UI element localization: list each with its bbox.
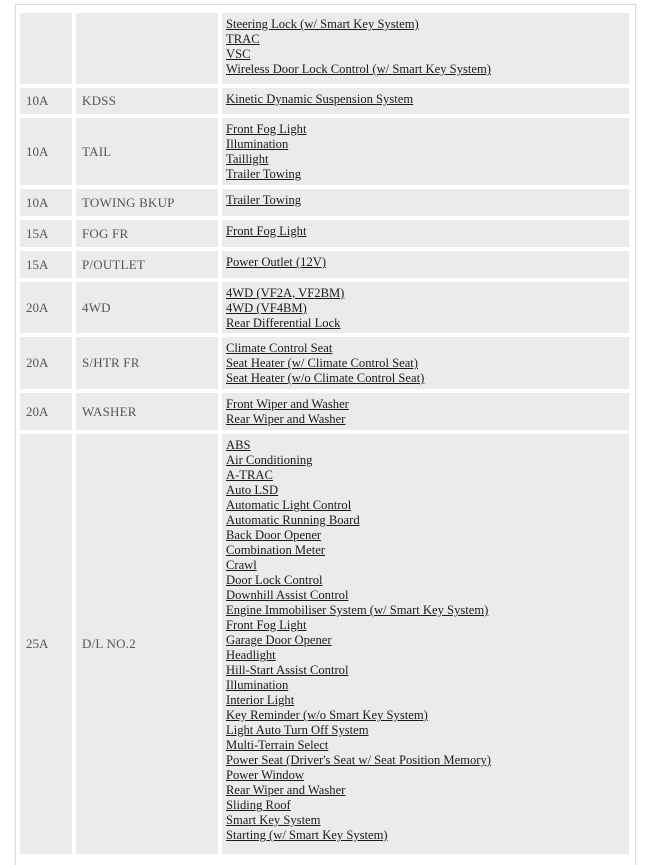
circuit-link[interactable]: Key Reminder (w/o Smart Key System) (226, 708, 428, 722)
fuse-row (20, 189, 629, 216)
circuit-link[interactable]: Headlight (226, 648, 276, 662)
fuse-amp (20, 13, 72, 84)
circuit-link[interactable]: 4WD (VF4BM) (226, 301, 307, 315)
circuit-link[interactable]: Back Door Opener (226, 528, 322, 542)
fuse-amp-cell (20, 189, 72, 216)
fuse-name: 4WD (82, 299, 111, 315)
fuse-row (20, 337, 629, 389)
circuit-list (222, 220, 629, 247)
fuse-name-cell (76, 118, 218, 185)
fuse-amp: 15A (26, 256, 49, 272)
circuit-link[interactable]: Door Lock Control (226, 573, 323, 587)
circuit-list (222, 13, 629, 84)
fuse-row (20, 118, 629, 185)
circuit-list (222, 251, 629, 278)
circuit-link[interactable]: Rear Wiper and Washer (226, 783, 346, 797)
circuit-link[interactable]: Combination Meter (226, 543, 325, 557)
circuit-link[interactable]: Sliding Roof (226, 798, 291, 812)
circuit-link[interactable]: 4WD (VF2A, VF2BM) (226, 286, 345, 300)
circuit-link[interactable]: Air Conditioning (226, 453, 313, 467)
fuse-amp-cell (20, 393, 72, 430)
circuit-link[interactable]: Wireless Door Lock Control (w/ Smart Key System) (226, 62, 491, 76)
fuse-table-panel (15, 4, 636, 865)
circuit-link[interactable]: Hill-Start Assist Control (226, 663, 349, 677)
circuit-link[interactable]: Power Seat (Driver's Seat w/ Seat Position Memory) (226, 753, 491, 767)
circuit-link[interactable]: Illumination (226, 678, 289, 692)
fuse-row (20, 251, 629, 278)
fuse-name: TAIL (82, 143, 112, 159)
fuse-name-cell (76, 393, 218, 430)
circuit-link[interactable]: Starting (w/ Smart Key System) (226, 828, 388, 842)
fuse-name-cell (76, 189, 218, 216)
fuse-name: FOG FR (82, 225, 129, 241)
fuse-row (20, 220, 629, 247)
fuse-name-cell (76, 251, 218, 278)
fuse-name: WASHER (82, 403, 137, 419)
fuse-amp: 20A (26, 299, 49, 315)
fuse-row (20, 88, 629, 114)
circuit-link[interactable]: Crawl (226, 558, 257, 572)
circuit-link[interactable]: TRAC (226, 32, 260, 46)
fuse-amp: 20A (26, 355, 49, 370)
fuse-row (20, 434, 629, 854)
fuse-row (20, 393, 629, 430)
fuse-row (20, 282, 629, 333)
circuit-link[interactable]: Front Wiper and Washer (226, 397, 349, 411)
fuse-name-cell (76, 220, 218, 247)
fuse-amp: 10A (26, 93, 49, 108)
circuit-link[interactable]: VSC (226, 47, 251, 61)
circuit-link[interactable]: Power Outlet (12V) (226, 255, 327, 269)
circuit-list (222, 282, 629, 333)
circuit-link[interactable]: Seat Heater (w/o Climate Control Seat) (226, 371, 425, 385)
fuse-amp: 25A (26, 636, 49, 651)
fuse-row (20, 13, 629, 84)
circuit-link[interactable]: Front Fog Light (226, 224, 307, 238)
circuit-link[interactable]: Front Fog Light (226, 618, 307, 632)
fuse-amp: 10A (26, 194, 49, 210)
circuit-list (222, 337, 629, 389)
fuse-table (20, 13, 629, 858)
circuit-link[interactable]: Power Window (226, 768, 304, 782)
fuse-amp-cell (20, 220, 72, 247)
circuit-list (222, 88, 629, 114)
fuse-name: S/HTR FR (82, 355, 140, 370)
circuit-link[interactable]: Garage Door Opener (226, 633, 332, 647)
fuse-name: P/OUTLET (82, 256, 145, 272)
circuit-link[interactable]: Seat Heater (w/ Climate Control Seat) (226, 356, 418, 370)
circuit-link[interactable]: Kinetic Dynamic Suspension System (226, 92, 414, 106)
circuit-link[interactable]: Rear Wiper and Washer (226, 412, 346, 426)
circuit-link[interactable]: Steering Lock (w/ Smart Key System) (226, 17, 419, 31)
circuit-link[interactable]: Illumination (226, 137, 289, 151)
circuit-link[interactable]: Automatic Light Control (226, 498, 352, 512)
circuit-list (222, 434, 629, 854)
circuit-link[interactable]: Auto LSD (226, 483, 279, 497)
fuse-amp-cell (20, 88, 72, 114)
fuse-amp: 20A (26, 403, 49, 419)
fuse-name: D/L NO.2 (82, 636, 136, 651)
circuit-link[interactable]: Multi-Terrain Select (226, 738, 329, 752)
fuse-amp: 10A (26, 143, 49, 159)
fuse-name-cell (76, 337, 218, 389)
circuit-link[interactable]: A-TRAC (226, 468, 273, 482)
circuit-list (222, 189, 629, 216)
circuit-link[interactable]: Taillight (226, 152, 269, 166)
circuit-link[interactable]: Interior Light (226, 693, 295, 707)
fuse-amp-cell (20, 337, 72, 389)
circuit-link[interactable]: Rear Differential Lock (226, 316, 341, 330)
circuit-link[interactable]: Light Auto Turn Off System (226, 723, 369, 737)
circuit-link[interactable]: Automatic Running Board (226, 513, 360, 527)
fuse-name (76, 13, 218, 84)
circuit-link[interactable]: Trailer Towing (226, 193, 302, 207)
fuse-name: KDSS (82, 93, 117, 108)
fuse-name-cell (76, 13, 218, 84)
circuit-link[interactable]: Trailer Towing (226, 167, 302, 181)
fuse-amp-cell (20, 118, 72, 185)
circuit-link[interactable]: Smart Key System (226, 813, 321, 827)
circuit-link[interactable]: Engine Immobiliser System (w/ Smart Key System) (226, 603, 489, 617)
circuit-list (222, 118, 629, 185)
fuse-amp-cell (20, 13, 72, 84)
circuit-link[interactable]: Front Fog Light (226, 122, 307, 136)
fuse-amp: 15A (26, 225, 49, 241)
fuse-amp-cell (20, 251, 72, 278)
circuit-list (222, 393, 629, 430)
circuit-link[interactable]: ABS (226, 438, 251, 452)
fuse-name: TOWING BKUP (82, 194, 175, 210)
circuit-link[interactable]: Climate Control Seat (226, 341, 333, 355)
fuse-name-cell (76, 282, 218, 333)
fuse-name-cell (76, 434, 218, 854)
fuse-name-cell (76, 88, 218, 114)
fuse-amp-cell (20, 434, 72, 854)
fuse-amp-cell (20, 282, 72, 333)
circuit-link[interactable]: Downhill Assist Control (226, 588, 349, 602)
